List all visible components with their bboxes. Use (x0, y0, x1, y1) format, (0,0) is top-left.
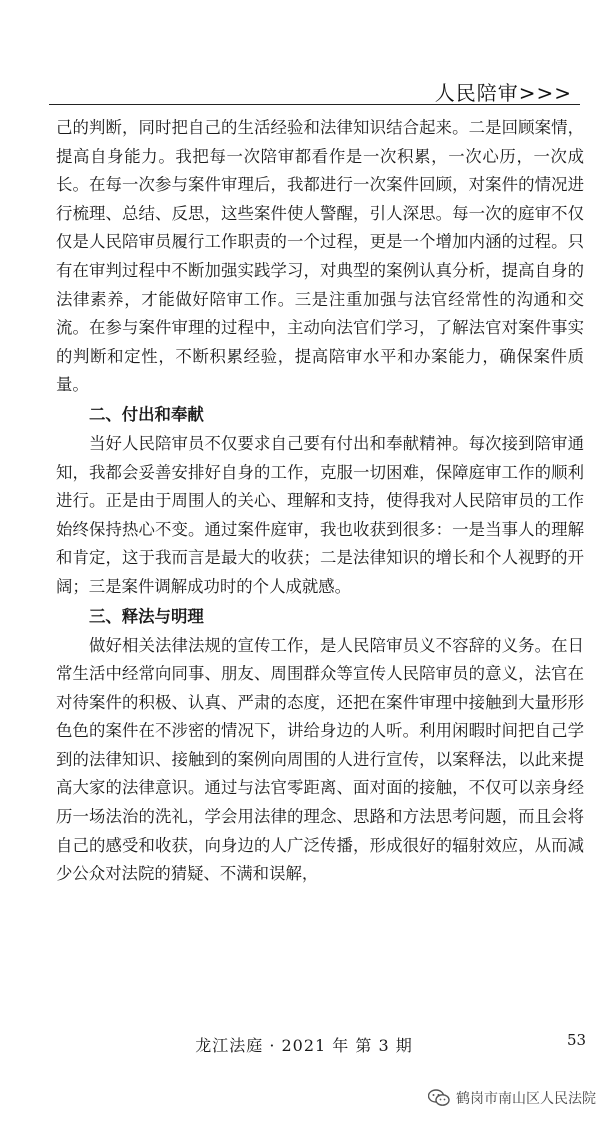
watermark-text: 鹤岗市南山区人民法院 (456, 1091, 596, 1107)
paragraph-2: 当好人民陪审员不仅要求自己要有付出和奉献精神。每次接到陪审通知，我都会妥善安排好自身的工作，克服一切困难，保障庭审工作的顺利进行。正是由于周围人的关心、理解和支持，使得我对人民陪审员的工作始终保持热心不变。通过案件庭审，我也收获到很多：一是当事人的理解和肯定，这于我而言是最大的收获；二是法律知识的增长和个人视野的开阔；三是案件调解成功时的个人成就感。 (56, 433, 584, 596)
heading-section-2: 二、付出和奉献 (89, 404, 204, 424)
page-number: 53 (567, 1031, 587, 1049)
footer-journal-info: 龙江法庭 · 2021 年 第 3 期 (195, 1036, 413, 1055)
section-header-title: 人民陪审>>> (434, 81, 572, 105)
paragraph-1: 己的判断，同时把自己的生活经验和法律知识结合起来。二是回顾案情，提高自身能力。我把每一次陪审都看作是一次积累，一次心历，一次成长。在每一次参与案件审理后，我都进行一次案件回顾，对案件的情况进行梳理、总结、反思，这些案件使人警醒，引人深思。每一次的庭审不仅仅是人民陪审员履行工作职责的一个过程，更是一个增加内涵的过程。只有在审判过程中不断加强实践学习，对典型的案例认真分析，提高自身的法律素养，才能做好陪审工作。三是注重加强与法官经常性的沟通和交流。在参与案件审理的过程中，主动向法官们学习，了解法官对案件事实的判断和定性，不断积累经验，提高陪审水平和办案能力，确保案件质量。 (56, 118, 584, 395)
wechat-icon (428, 1089, 450, 1107)
article-body (56, 114, 584, 889)
paragraph-3: 做好相关法律法规的宣传工作，是人民陪审员义不容辞的义务。在日常生活中经常向同事、朋友、周围群众等宣传人民陪审员的意义，法官在对待案件的积极、认真、严肃的态度，还把在案件审理中接触到大量形形色色的案件在不涉密的情况下，讲给身边的人听。利用闲暇时间把自己学到的法律知识、接触到的案例向周围的人进行宣传，以案释法，以此来提高大家的法律意识。通过与法官零距离、面对面的接触，不仅可以亲身经历一场法治的洗礼，学会用法律的理念、思路和方法思考问题，而且会将自己的感受和收获，向身边的人广泛传播，形成很好的辐射效应，从而减少公众对法院的猜疑、不满和误解， (56, 635, 584, 884)
wechat-watermark (428, 1088, 596, 1108)
header-divider (49, 104, 580, 105)
heading-section-3: 三、释法与明理 (89, 606, 204, 626)
